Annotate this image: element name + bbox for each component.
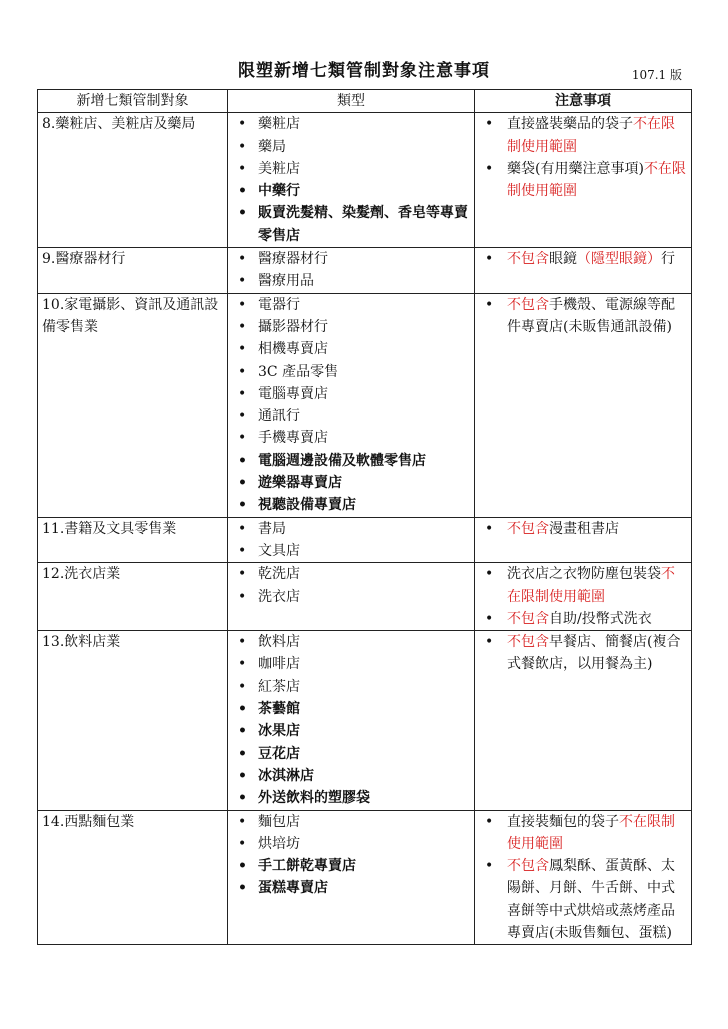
type-item: • 冰果店 <box>232 720 470 742</box>
type-item: • 麵包店 <box>232 811 470 833</box>
note-item <box>479 608 687 630</box>
notes-list <box>479 294 687 339</box>
version-label: 107.1 版 <box>631 68 682 82</box>
table-row <box>38 810 692 945</box>
type-item: • 書局 <box>232 518 470 540</box>
type-item: • 豆花店 <box>232 743 470 765</box>
type-cell <box>228 631 475 810</box>
note-item <box>479 158 687 203</box>
type-item: • 電腦週邊設備及軟體零售店 <box>232 450 470 472</box>
header-notes: 注意事項 <box>475 90 692 113</box>
table-row <box>38 293 692 517</box>
note-item <box>479 811 687 856</box>
target-cell: 9.醫療器材行 <box>38 248 228 294</box>
notes-list <box>479 113 687 202</box>
note-item <box>479 518 687 540</box>
type-item: • 烘培坊 <box>232 833 470 855</box>
type-list <box>232 294 470 517</box>
notes-cell <box>475 810 692 945</box>
note-item <box>479 248 687 270</box>
note-text: 眼鏡 <box>549 251 577 268</box>
target-cell: 14.西點麵包業 <box>38 810 228 945</box>
note-highlight-text: 不包含 <box>507 858 549 875</box>
type-list <box>232 518 470 563</box>
type-list <box>232 811 470 900</box>
type-cell <box>228 810 475 945</box>
regulation-table <box>37 89 692 945</box>
note-item <box>479 113 687 158</box>
type-cell <box>228 517 475 563</box>
type-item: • 相機專賣店 <box>232 338 470 360</box>
note-text: 早餐店、簡餐店(複合式餐飲店，以用餐為主) <box>507 634 681 673</box>
type-list <box>232 631 470 809</box>
type-item: • 美粧店 <box>232 158 470 180</box>
table-row <box>38 248 692 294</box>
type-item: • 遊樂器專賣店 <box>232 472 470 494</box>
type-item: • 外送飲料的塑膠袋 <box>232 787 470 809</box>
target-cell: 13.飲料店業 <box>38 631 228 810</box>
type-item: • 冰淇淋店 <box>232 765 470 787</box>
type-cell <box>228 293 475 517</box>
type-cell <box>228 563 475 631</box>
table-header-row <box>38 90 692 113</box>
type-cell <box>228 248 475 294</box>
note-highlight-text: 不包含 <box>507 634 549 651</box>
target-cell: 11.書籍及文具零售業 <box>38 517 228 563</box>
note-item <box>479 563 687 608</box>
type-cell <box>228 113 475 248</box>
notes-list <box>479 631 687 676</box>
type-list <box>232 113 470 247</box>
note-highlight-text: 不在限制使用範圍 <box>507 116 675 155</box>
target-cell: 12.洗衣店業 <box>38 563 228 631</box>
notes-cell <box>475 248 692 294</box>
notes-cell <box>475 113 692 248</box>
notes-cell <box>475 293 692 517</box>
type-item: • 醫療用品 <box>232 270 470 292</box>
header-type: 類型 <box>228 90 475 113</box>
note-highlight-text: 不包含 <box>507 610 549 627</box>
notes-cell <box>475 631 692 810</box>
type-item: • 通訊行 <box>232 405 470 427</box>
note-text: 自助/投幣式洗衣 <box>549 610 652 627</box>
table-body <box>38 113 692 945</box>
note-highlight-text: 不在限制使用範圍 <box>507 813 675 852</box>
document-title: 限塑新增七類管制對象注意事項 <box>238 61 490 81</box>
type-item: • 3C 產品零售 <box>232 361 470 383</box>
type-item: • 電器行 <box>232 294 470 316</box>
note-text: 鳳梨酥、蛋黃酥、太陽餅、月餅、牛舌餅、中式喜餅等中式烘焙或蒸烤產品專賣店(未販售麵包、蛋糕) <box>507 858 675 941</box>
note-text: 直接盛裝藥品的袋子 <box>507 116 633 133</box>
type-item: • 醫療器材行 <box>232 248 470 270</box>
notes-cell <box>475 517 692 563</box>
note-item <box>479 855 687 944</box>
note-item <box>479 294 687 339</box>
type-item: • 文具店 <box>232 540 470 562</box>
note-highlight-text: 不在限制使用範圍 <box>507 566 675 605</box>
type-item: • 咖啡店 <box>232 653 470 675</box>
notes-cell <box>475 563 692 631</box>
type-list <box>232 563 470 608</box>
table-row <box>38 113 692 248</box>
notes-list <box>479 563 687 630</box>
type-item: • 飲料店 <box>232 631 470 653</box>
notes-list <box>479 248 687 270</box>
note-text: 藥袋(有用藥注意事項) <box>507 160 644 177</box>
note-highlight-text: 不包含 <box>507 251 549 268</box>
note-highlight-text: 不包含 <box>507 296 549 313</box>
table-row <box>38 517 692 563</box>
type-item: • 紅茶店 <box>232 676 470 698</box>
type-item: • 藥局 <box>232 136 470 158</box>
type-item: • 攝影器材行 <box>232 316 470 338</box>
table-row <box>38 563 692 631</box>
note-text: 洗衣店之衣物防塵包裝袋 <box>507 566 661 583</box>
note-text: 行 <box>661 251 675 268</box>
note-text: 手機殼、電源線等配件專賣店(未販售通訊設備) <box>507 296 675 335</box>
type-item: • 茶藝館 <box>232 698 470 720</box>
note-text: 漫畫租書店 <box>549 520 619 537</box>
type-item: • 販賣洗髮精、染髮劑、香皂等專賣零售店 <box>232 202 470 247</box>
header-target: 新增七類管制對象 <box>38 90 228 113</box>
type-item: • 中藥行 <box>232 180 470 202</box>
note-highlight-text: 不在限制使用範圍 <box>507 160 686 200</box>
table-row <box>38 631 692 810</box>
note-highlight-text: （隱型眼鏡） <box>577 251 661 268</box>
type-item: • 藥粧店 <box>232 113 470 135</box>
notes-list <box>479 518 687 540</box>
target-cell: 8.藥粧店、美粧店及藥局 <box>38 113 228 248</box>
type-item: • 乾洗店 <box>232 563 470 585</box>
note-text: 直接裝麵包的袋子 <box>507 813 619 830</box>
notes-list <box>479 811 687 945</box>
type-item: • 電腦專賣店 <box>232 383 470 405</box>
type-list <box>232 248 470 293</box>
note-item <box>479 631 687 676</box>
note-highlight-text: 不包含 <box>507 520 549 537</box>
target-cell: 10.家電攝影、資訊及通訊設備零售業 <box>38 293 228 517</box>
type-item: • 手機專賣店 <box>232 427 470 449</box>
type-item: • 蛋糕專賣店 <box>232 877 470 899</box>
type-item: • 手工餅乾專賣店 <box>232 855 470 877</box>
type-item: • 洗衣店 <box>232 586 470 608</box>
type-item: • 視聽設備專賣店 <box>232 494 470 516</box>
